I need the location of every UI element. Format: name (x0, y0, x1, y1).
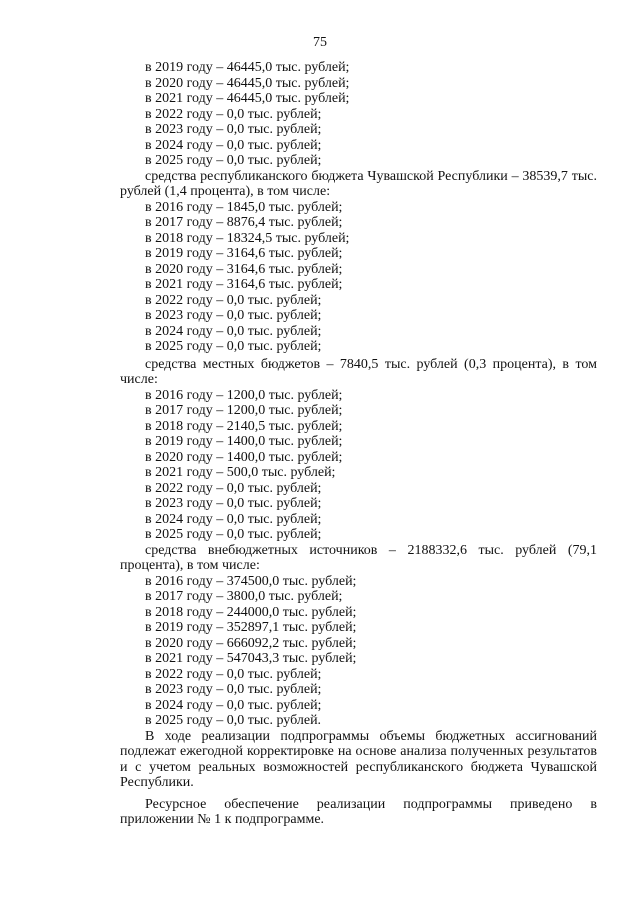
funding-line: в 2016 году – 374500,0 тыс. рублей; (145, 573, 357, 589)
funding-line: в 2024 году – 0,0 тыс. рублей; (145, 137, 322, 153)
funding-line: в 2025 году – 0,0 тыс. рублей; (145, 339, 322, 354)
funding-line: в 2020 году – 3164,6 тыс. рублей; (145, 261, 343, 277)
funding-line: в 2019 году – 1400,0 тыс. рублей; (145, 434, 343, 449)
funding-line: в 2024 году – 0,0 тыс. рублей; (145, 697, 322, 713)
funding-line: в 2023 году – 0,0 тыс. рублей; (145, 496, 322, 511)
funding-line: в 2022 году – 0,0 тыс. рублей; (145, 106, 322, 122)
funding-line: в 2019 году – 46445,0 тыс. рублей; (145, 60, 350, 75)
funding-line: в 2025 году – 0,0 тыс. рублей; (145, 153, 322, 168)
funding-line: в 2017 году – 1200,0 тыс. рублей; (145, 403, 343, 418)
funding-line: в 2020 году – 666092,2 тыс. рублей; (145, 635, 357, 651)
funding-line: в 2020 году – 46445,0 тыс. рублей; (145, 75, 350, 91)
funding-line: в 2022 году – 0,0 тыс. рублей; (145, 666, 322, 682)
funding-line: в 2023 году – 0,0 тыс. рублей; (145, 122, 322, 137)
funding-list-local (120, 388, 597, 543)
paragraph-republican-budget: средства республиканского бюджета Чувашской Республики – 38539,7 тыс. рублей (1,4 процента), в том числе: (120, 168, 597, 199)
funding-line: в 2017 году – 3800,0 тыс. рублей; (145, 589, 343, 604)
funding-line: в 2018 году – 244000,0 тыс. рублей; (145, 604, 357, 620)
funding-line: в 2022 году – 0,0 тыс. рублей; (145, 480, 322, 496)
funding-line: в 2016 году – 1845,0 тыс. рублей; (145, 199, 343, 215)
funding-line: в 2025 году – 0,0 тыс. рублей; (145, 527, 322, 542)
funding-line: в 2018 году – 18324,5 тыс. рублей; (145, 230, 350, 246)
funding-line: в 2023 году – 0,0 тыс. рублей; (145, 682, 322, 697)
funding-line: в 2022 году – 0,0 тыс. рублей; (145, 292, 322, 308)
document-body (120, 60, 597, 828)
funding-line: в 2019 году – 3164,6 тыс. рублей; (145, 246, 343, 261)
funding-line: в 2021 году – 547043,3 тыс. рублей; (145, 651, 357, 666)
funding-line: в 2025 году – 0,0 тыс. рублей. (145, 713, 322, 728)
funding-line: в 2023 году – 0,0 тыс. рублей; (145, 308, 322, 323)
funding-line: в 2021 году – 3164,6 тыс. рублей; (145, 277, 343, 292)
paragraph-budget-adjustment: В ходе реализации подпрограммы объемы бюджетных ассигнований подлежат ежегодной корректировке на основе анализа полученных результатов и с учетом реальных возможностей республиканского бюджета Чувашской Республики. (120, 728, 597, 790)
paragraph-resource-support: Ресурсное обеспечение реализации подпрограммы приведено в приложении № 1 к подпрограмме. (120, 796, 597, 827)
funding-line: в 2021 году – 46445,0 тыс. рублей; (145, 91, 350, 106)
funding-line: в 2020 году – 1400,0 тыс. рублей; (145, 449, 343, 465)
funding-list-federal (120, 60, 597, 169)
funding-line: в 2018 году – 2140,5 тыс. рублей; (145, 418, 343, 434)
paragraph-local-budgets: средства местных бюджетов – 7840,5 тыс. рублей (0,3 процента), в том числе: (120, 356, 597, 387)
funding-line: в 2019 году – 352897,1 тыс. рублей; (145, 620, 357, 635)
funding-line: в 2024 году – 0,0 тыс. рублей; (145, 323, 322, 339)
funding-line: в 2021 году – 500,0 тыс. рублей; (145, 465, 336, 480)
paragraph-extrabudgetary: средства внебюджетных источников – 2188332,6 тыс. рублей (79,1 процента), в том числе: (120, 542, 597, 573)
funding-line: в 2017 году – 8876,4 тыс. рублей; (145, 215, 343, 230)
funding-list-extrabudgetary (120, 574, 597, 729)
page-number: 75 (313, 35, 327, 50)
funding-line: в 2016 году – 1200,0 тыс. рублей; (145, 387, 343, 403)
funding-line: в 2024 году – 0,0 тыс. рублей; (145, 511, 322, 527)
funding-list-republican (120, 200, 597, 355)
